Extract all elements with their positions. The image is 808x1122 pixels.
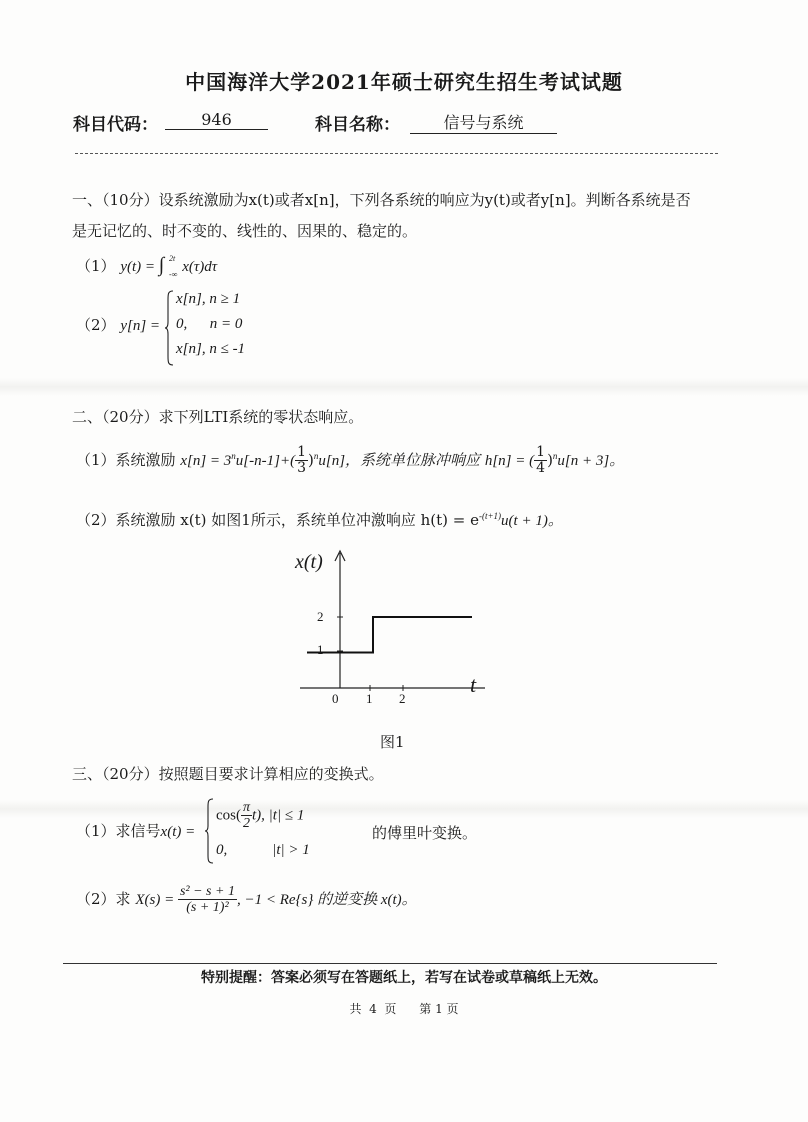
y-tick-label: 2 bbox=[317, 609, 324, 624]
limits bbox=[169, 255, 177, 279]
exp: n bbox=[313, 450, 319, 461]
x-tick-label: 2 bbox=[399, 691, 406, 706]
footer-divider bbox=[63, 963, 717, 964]
x-tick-label: 0 bbox=[332, 691, 339, 706]
exam-title: 中国海洋大学2021年硕士研究生招生考试试题 bbox=[185, 70, 623, 94]
q2-heading: 二、（20分）求下列LTI系统的零状态响应。 bbox=[72, 408, 364, 426]
text: （2）系统激励 x(t) 如图1所示，系统单位冲激响应 h(t) = e bbox=[76, 511, 479, 529]
y-axis-label: x(t) bbox=[295, 551, 323, 573]
num: s² − s + 1 bbox=[179, 884, 235, 899]
x-axis-label: t bbox=[470, 672, 477, 697]
text: x[n] = 3 bbox=[180, 452, 232, 469]
label: （1）求信号 bbox=[76, 822, 161, 840]
fraction bbox=[178, 884, 237, 916]
lhs: y[n] = bbox=[120, 318, 161, 334]
text: u[n + 3]。 bbox=[557, 452, 625, 469]
q2-part2 bbox=[76, 509, 563, 530]
text: t), |t| ≤ 1 bbox=[252, 807, 305, 824]
label: （1） bbox=[76, 257, 116, 275]
fraction bbox=[534, 445, 547, 477]
lhs: x(t) = bbox=[160, 824, 196, 840]
left-brace-icon bbox=[204, 798, 214, 864]
integral-sign: ∫ bbox=[158, 254, 165, 276]
text: cos( bbox=[216, 807, 241, 824]
text: ) bbox=[308, 450, 314, 469]
figure-caption: 图1 bbox=[380, 733, 405, 751]
q3-part1-lhs bbox=[76, 820, 195, 841]
q1-part1 bbox=[76, 254, 217, 279]
page-counter: 共 4 页 第 1 页 bbox=[349, 1002, 459, 1016]
den: 4 bbox=[536, 460, 546, 477]
text: u(t + 1)。 bbox=[501, 513, 563, 529]
subject-code-label: 科目代码： bbox=[73, 115, 158, 135]
text: h[n] = ( bbox=[484, 452, 535, 469]
case: x[n], n ≤ -1 bbox=[176, 341, 246, 357]
case: 0, n = 0 bbox=[176, 316, 243, 332]
num: π bbox=[243, 800, 251, 815]
left-brace-icon bbox=[164, 290, 174, 366]
label: （2） bbox=[76, 316, 116, 334]
text: u[n]，系统单位脉冲响应 bbox=[318, 452, 481, 469]
case: 0, |t| > 1 bbox=[216, 842, 310, 858]
q3-part2 bbox=[76, 884, 417, 916]
upper-limit: 2t bbox=[169, 254, 176, 263]
num: 1 bbox=[297, 444, 307, 460]
scan-crease bbox=[0, 800, 808, 818]
signal-series bbox=[307, 617, 472, 653]
q1-part2-label bbox=[76, 314, 160, 335]
signal-line bbox=[307, 617, 472, 653]
integrand: x(τ)dτ bbox=[182, 259, 218, 275]
den: (s + 1)² bbox=[186, 900, 229, 916]
label: （1）系统激励 bbox=[76, 450, 176, 469]
subject-name-value: 信号与系统 bbox=[410, 110, 557, 134]
dashed-divider bbox=[75, 153, 718, 154]
x-tick-label: 1 bbox=[366, 691, 373, 706]
lhs: X(s) = bbox=[135, 891, 178, 908]
case: x[n], n ≥ 1 bbox=[176, 291, 241, 307]
q1-heading: 一、（10分）设系统激励为x(t)或者x[n]，下列各系统的响应为y(t)或者y[n]。判断各系统是否 bbox=[72, 191, 691, 209]
num: 1 bbox=[536, 444, 546, 460]
fraction bbox=[241, 800, 252, 832]
exp: -(t+1) bbox=[478, 511, 502, 521]
text: , −1 < Re{s} 的逆变换 x(t)。 bbox=[236, 891, 417, 908]
text: ) bbox=[547, 450, 553, 469]
scan-crease bbox=[0, 378, 808, 396]
subject-name-label: 科目名称： bbox=[315, 115, 400, 135]
q3-heading: 三、（20分）按照题目要求计算相应的变换式。 bbox=[72, 765, 384, 783]
den: 2 bbox=[243, 816, 250, 832]
q3-part1-tail: 的傅里叶变换。 bbox=[372, 824, 478, 842]
y-tick-label: 1 bbox=[317, 642, 324, 657]
q1-line2: 是无记忆的、时不变的、线性的、因果的、稳定的。 bbox=[72, 222, 418, 240]
q2-part1 bbox=[76, 445, 624, 477]
lower-limit: -∞ bbox=[169, 270, 178, 279]
subject-code-value: 946 bbox=[165, 110, 268, 130]
den: 3 bbox=[297, 460, 307, 477]
exp: n bbox=[552, 450, 558, 461]
fraction bbox=[295, 445, 308, 477]
footer-reminder: 特别提醒：答案必须写在答题纸上，若写在试卷或草稿纸上无效。 bbox=[201, 970, 607, 986]
lhs: y(t) = bbox=[120, 259, 159, 275]
exp: n bbox=[231, 450, 236, 461]
case bbox=[216, 800, 304, 832]
label: （2）求 bbox=[76, 889, 131, 908]
text: u[-n-1]+( bbox=[235, 452, 296, 469]
